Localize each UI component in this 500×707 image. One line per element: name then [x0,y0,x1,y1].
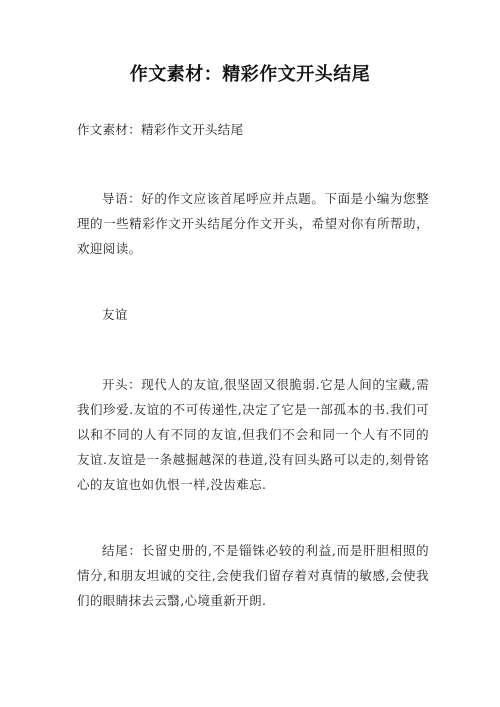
document-title: 作文素材：精彩作文开头结尾 [129,64,371,85]
section-heading: 友谊 [102,307,128,322]
ending-paragraph: 结尾：长留史册的,不是锱铢必较的利益,而是肝胆相照的情分,和朋友坦诚的交往,会使我们留存着对真情的敏感,会使我们的眼睛抹去云翳,心境重新开朗. [77,543,429,608]
opening-paragraph: 开头：现代人的友谊,很坚固又很脆弱.它是人间的宝藏,需我们珍爱.友谊的不可传递性,决定了它是一部孤本的书.我们可以和不同的人有不同的友谊,但我们不会和同一个人有不同的友谊.友谊是一条越掘越深的巷道,没有回头路可以走的,刻骨铭心的友谊也如仇恨一样,没齿难忘. [77,377,429,492]
document-subtitle: 作文素材：精彩作文开头结尾 [77,122,244,137]
intro-paragraph: 导语：好的作文应该首尾呼应并点题。下面是小编为您整理的一些精彩作文开头结尾分作文开头，希望对你有所帮助，欢迎阅读。 [77,191,429,256]
